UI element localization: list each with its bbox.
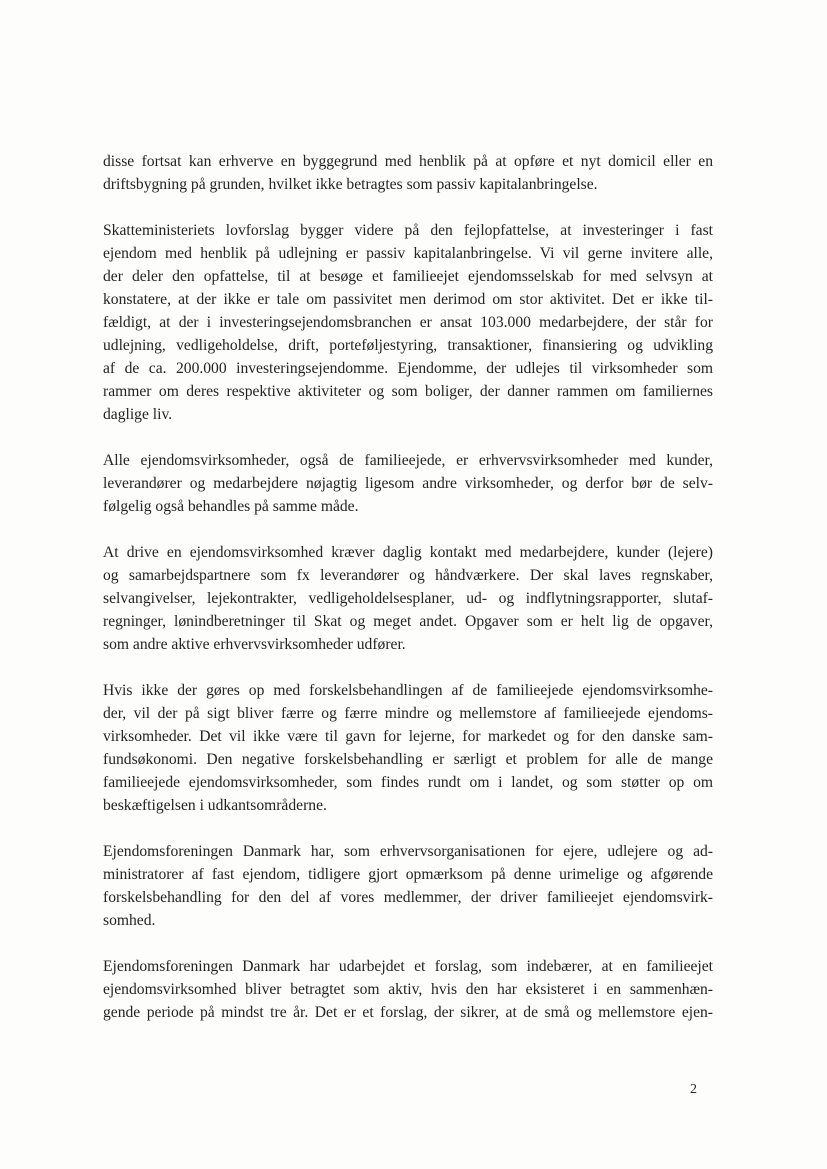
text-line: udlejning, vedligeholdelse, drift, porteføljestyring, transaktioner, finansiering og udvikling [103, 337, 713, 354]
page-number: 2 [690, 1082, 697, 1097]
text-line: leverandører og medarbejdere nøjagtig ligesom andre virksomheder, og derfor bør de selv- [103, 475, 713, 492]
paragraph [103, 541, 713, 656]
text-line: af de ca. 200.000 investeringsejendomme. Ejendomme, der udlejes til virksomheder som [103, 360, 713, 377]
text-line: forskelsbehandling for den del af vores medlemmer, der driver familieejet ejendomsvirk- [103, 889, 713, 906]
paragraph [103, 449, 713, 518]
text-line: der deler den opfattelse, til at besøge et familieejet ejendomsselskab for med selvsyn at [103, 268, 713, 285]
text-line: ejendomsvirksomhed bliver betragtet som aktiv, hvis den har eksisteret i en sammenhæn- [103, 981, 713, 998]
text-line: somhed. [103, 912, 156, 929]
text-line: rammer om deres respektive aktiviteter og som boliger, der danner rammen om familiernes [103, 383, 713, 400]
text-line: følgelig også behandles på samme måde. [103, 498, 359, 515]
text-line: virksomheder. Det vil ikke være til gavn for lejerne, for markedet og for den danske sam- [103, 728, 713, 745]
text-line: fundsøkonomi. Den negative forskelsbehandling er særligt et problem for alle de mange [103, 751, 713, 768]
text-line: fældigt, at der i investeringsejendomsbranchen er ansat 103.000 medarbejdere, der står for [103, 314, 713, 331]
text-line: Hvis ikke der gøres op med forskelsbehandlingen af de familieejede ejendomsvirksomhe- [103, 682, 713, 699]
text-line: selvangivelser, lejekontrakter, vedligeholdelsesplaner, ud- og indflytningsrapporter, slutaf- [103, 590, 713, 607]
paragraph [103, 840, 713, 932]
text-line: som andre aktive erhvervsvirksomheder udfører. [103, 636, 406, 653]
text-line: regninger, lønindberetninger til Skat og meget andet. Opgaver som er helt lig de opgaver, [103, 613, 713, 630]
text-line: Ejendomsforeningen Danmark har, som erhvervsorganisationen for ejere, udlejere og ad- [103, 843, 713, 860]
text-line: disse fortsat kan erhverve en byggegrund med henblik på at opføre et nyt domicil eller en [103, 153, 713, 170]
text-line: Skatteministeriets lovforslag bygger videre på den fejlopfattelse, at investeringer i fast [103, 222, 713, 239]
paragraph [103, 955, 713, 1024]
text-line: konstatere, at der ikke er tale om passivitet men derimod om stor aktivitet. Det er ikke til- [103, 291, 713, 308]
paragraph [103, 679, 713, 817]
text-line: gende periode på mindst tre år. Det er et forslag, der sikrer, at de små og mellemstore ejen- [103, 1004, 713, 1021]
text-line: ministratorer af fast ejendom, tidligere gjort opmærksom på denne urimelige og afgørende [103, 866, 713, 883]
text-line: ejendom med henblik på udlejning er passiv kapitalanbringelse. Vi vil gerne invitere alle, [103, 245, 713, 262]
text-line: der, vil der på sigt bliver færre og færre mindre og mellemstore af familieejede ejendoms- [103, 705, 713, 722]
text-line: Alle ejendomsvirksomheder, også de familieejede, er erhvervsvirksomheder med kunder, [103, 452, 713, 469]
document-body [103, 150, 713, 1024]
paragraph [103, 219, 713, 426]
text-line: familieejede ejendomsvirksomheder, som findes rundt om i landet, og som støtter op om [103, 774, 713, 791]
text-line: Ejendomsforeningen Danmark har udarbejdet et forslag, som indebærer, at en familieejet [103, 958, 713, 975]
text-line: At drive en ejendomsvirksomhed kræver daglig kontakt med medarbejdere, kunder (lejere) [103, 544, 713, 561]
text-line: beskæftigelsen i udkantsområderne. [103, 797, 327, 814]
paragraph [103, 150, 713, 196]
text-line: daglige liv. [103, 406, 173, 423]
text-line: og samarbejdspartnere som fx leverandører og håndværkere. Der skal laves regnskaber, [103, 567, 713, 584]
text-line: driftsbygning på grunden, hvilket ikke betragtes som passiv kapitalanbringelse. [103, 176, 598, 193]
